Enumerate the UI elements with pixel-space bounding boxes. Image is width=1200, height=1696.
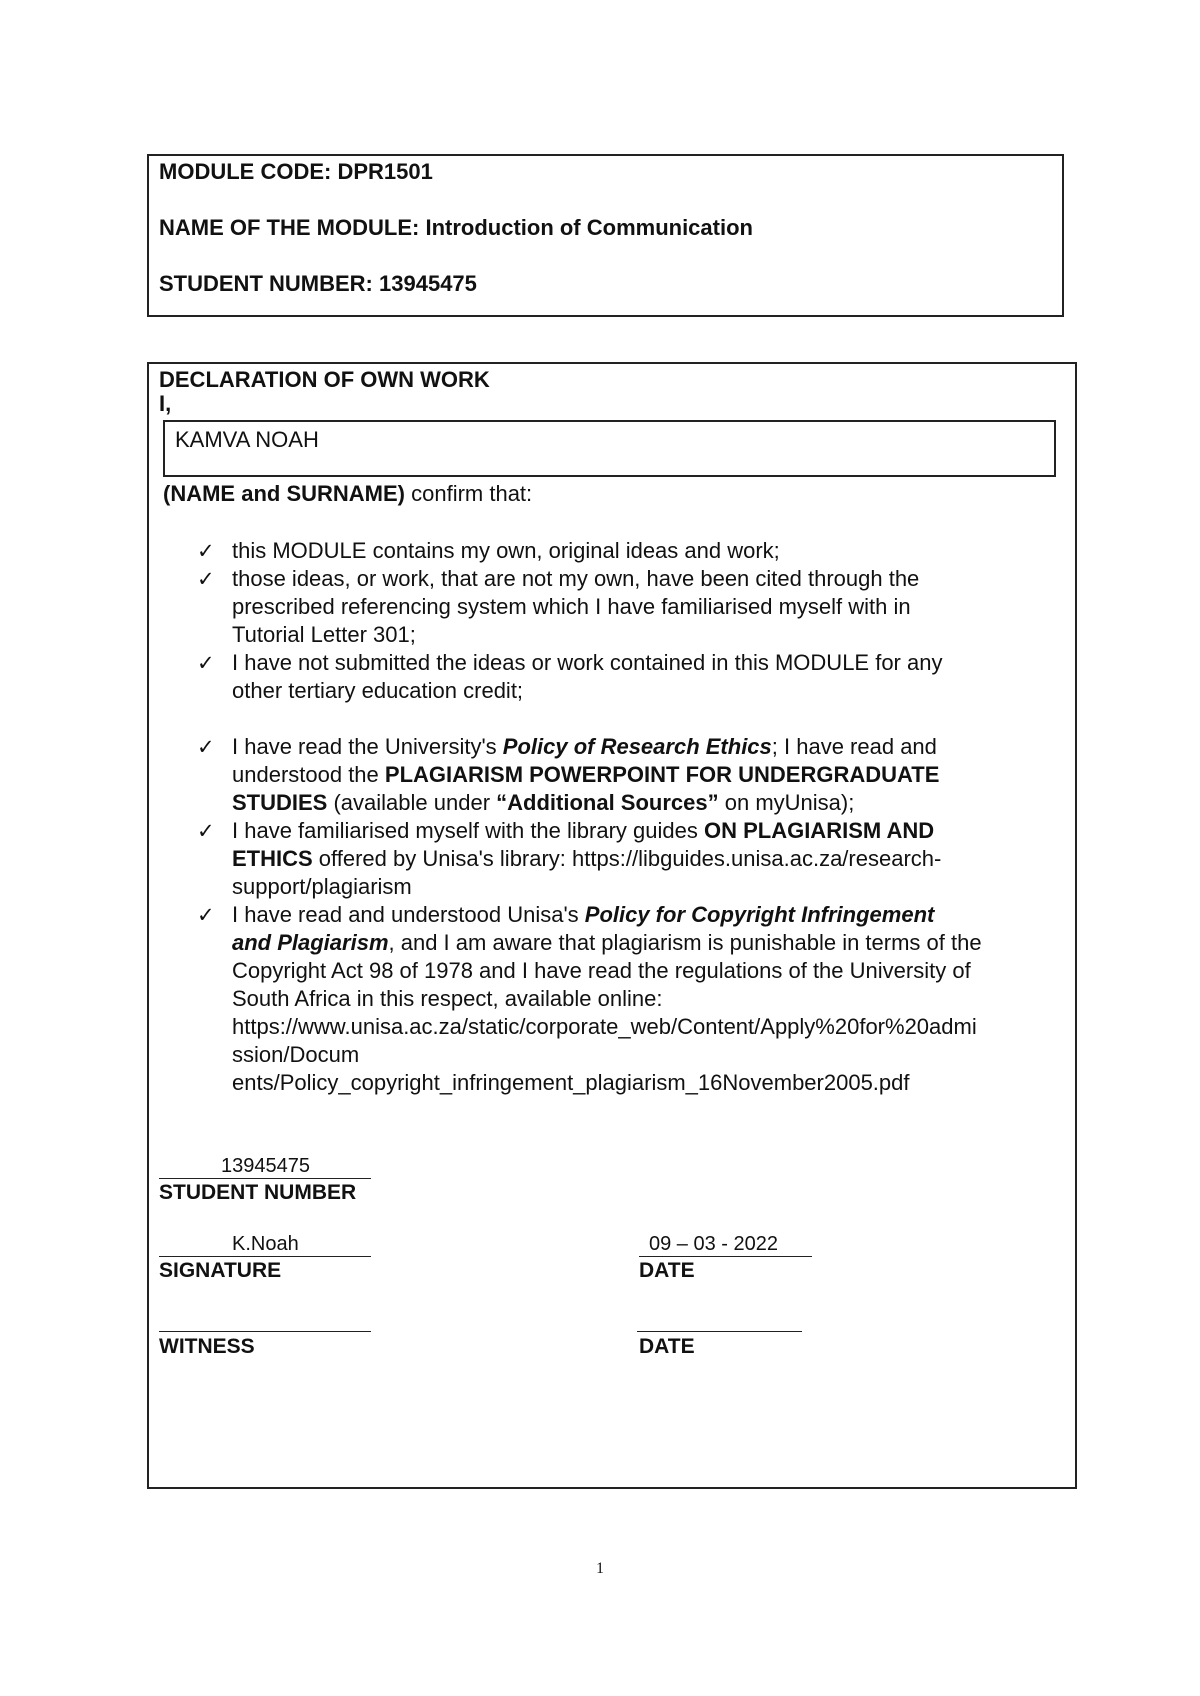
- signature-value: K.Noah: [232, 1233, 299, 1255]
- check-icon: ✓: [197, 539, 215, 563]
- module-name-label: NAME OF THE MODULE:: [159, 215, 420, 240]
- bullet-4-text: (available under: [327, 790, 497, 815]
- bullet-6-text: , and I am aware that plagiarism is punishable in terms of the: [388, 930, 982, 955]
- bullet-6-line: Copyright Act 98 of 1978 and I have read the regulations of the University of: [232, 958, 971, 983]
- bullet-1-text: this MODULE contains my own, original ideas and work;: [232, 538, 780, 563]
- library-link-text: offered by Unisa's library: https://libguides.unisa.ac.za/research-: [312, 846, 942, 871]
- bullet-2: [232, 565, 1082, 649]
- student-number-value: 13945475: [379, 271, 477, 296]
- student-number-line: [159, 270, 477, 298]
- bullet-2-line: those ideas, or work, that are not my own, have been cited through the: [232, 566, 920, 591]
- witness-label: WITNESS: [159, 1335, 255, 1358]
- bullet-2-line: Tutorial Letter 301;: [232, 622, 416, 647]
- name-value: KAMVA NOAH: [175, 427, 319, 452]
- copyright-policy: Policy for Copyright Infringement: [584, 902, 935, 927]
- plagiarism-ethics-label: ON PLAGIARISM AND: [703, 818, 935, 843]
- declaration-title: DECLARATION OF OWN WORK: [159, 367, 490, 392]
- check-icon: ✓: [197, 651, 215, 675]
- name-hint: (NAME and SURNAME): [163, 481, 405, 506]
- policy-url: ents/Policy_copyright_infringement_plagiarism_16November2005.pdf: [232, 1070, 910, 1095]
- policy-url: https://www.unisa.ac.za/static/corporate_web/Content/Apply%20for%20admi: [232, 1014, 977, 1039]
- signature-label: SIGNATURE: [159, 1259, 282, 1282]
- bullet-5-text: I have familiarised myself with the library guides: [232, 818, 704, 843]
- declaration-box: [147, 362, 1077, 1489]
- bullet-6-text: I have read and understood Unisa's: [232, 902, 585, 927]
- research-ethics-policy: Policy of Research Ethics: [502, 734, 772, 759]
- policy-url: ssion/Docum: [232, 1042, 360, 1067]
- confirm-line: [163, 480, 532, 508]
- additional-sources: “Additional Sources”: [496, 790, 719, 815]
- bullet-3: [232, 649, 1082, 705]
- bullet-5: [232, 817, 1082, 901]
- module-code-value: DPR1501: [337, 159, 433, 184]
- date-label: DATE: [639, 1259, 695, 1282]
- witness-line: [159, 1308, 371, 1332]
- witness-date-label: DATE: [639, 1335, 695, 1358]
- student-number-sig-value: 13945475: [221, 1155, 310, 1177]
- student-number-label: STUDENT NUMBER:: [159, 271, 373, 296]
- bullet-1: [232, 537, 1082, 565]
- check-icon: ✓: [197, 819, 215, 843]
- module-code-label: MODULE CODE:: [159, 159, 332, 184]
- bullet-4: [232, 733, 1082, 817]
- bullet-4-text: understood the: [232, 762, 385, 787]
- confirm-text: confirm that:: [405, 481, 533, 506]
- module-name-value: Introduction of Communication: [425, 215, 753, 240]
- bullet-4-text: on myUnisa);: [718, 790, 855, 815]
- date-value: 09 – 03 - 2022: [649, 1233, 778, 1255]
- witness-date-line: [637, 1308, 802, 1332]
- bullet-2-line: prescribed referencing system which I have familiarised myself with in: [232, 594, 911, 619]
- module-info-box: [147, 154, 1064, 317]
- bullet-4-text: I have read the University's: [232, 734, 503, 759]
- student-number-sig-label: STUDENT NUMBER: [159, 1181, 357, 1204]
- module-name-line: [159, 214, 753, 242]
- student-number-sig-line: [159, 1154, 371, 1179]
- check-icon: ✓: [197, 567, 215, 591]
- name-field-box: [163, 420, 1056, 477]
- copyright-policy: and Plagiarism: [232, 930, 389, 955]
- bullet-3-line: other tertiary education credit;: [232, 678, 524, 703]
- bullet-3-line: I have not submitted the ideas or work contained in this MODULE for any: [232, 650, 943, 675]
- studies-label: STUDIES: [232, 790, 328, 815]
- ethics-label: ETHICS: [232, 846, 313, 871]
- date-line: [639, 1232, 812, 1257]
- signature-line: [159, 1232, 371, 1257]
- module-code-line: [159, 158, 433, 186]
- bullet-6-line: South Africa in this respect, available online:: [232, 986, 663, 1011]
- library-link-text: support/plagiarism: [232, 874, 412, 899]
- check-icon: ✓: [197, 903, 215, 927]
- page-number: 1: [596, 1560, 604, 1577]
- i-label: I,: [159, 391, 172, 416]
- bullet-6: [232, 901, 1072, 1097]
- check-icon: ✓: [197, 735, 215, 759]
- plagiarism-powerpoint: PLAGIARISM POWERPOINT FOR UNDERGRADUATE: [384, 762, 940, 787]
- bullet-4-text: ; I have read and: [771, 734, 937, 759]
